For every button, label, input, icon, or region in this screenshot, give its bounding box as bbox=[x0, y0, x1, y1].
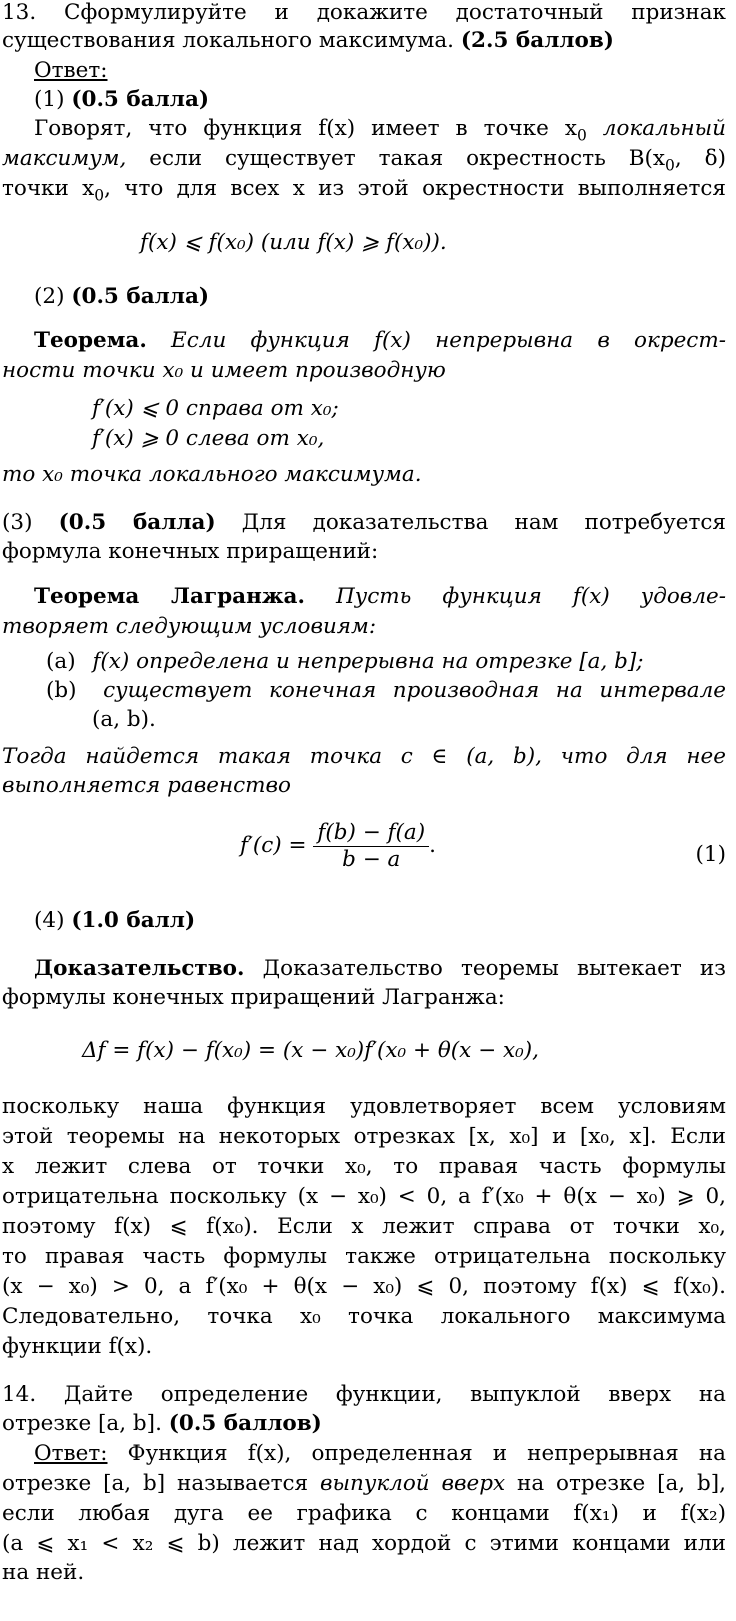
equation-fraction bbox=[313, 822, 429, 870]
q14-answer-text6: на ней. bbox=[2, 1560, 85, 1585]
proof-text: Доказательство теоремы вытекает из bbox=[244, 956, 726, 981]
part3-line1 bbox=[2, 512, 726, 534]
q14-term: выпуклой вверх bbox=[319, 1471, 506, 1496]
q14-answer-line5 bbox=[2, 1562, 726, 1584]
fraction-denominator: b − a bbox=[342, 846, 401, 872]
proof-line2 bbox=[2, 987, 726, 1009]
proof-label: Доказательство. bbox=[34, 956, 245, 981]
theorem-text2: ности точки x₀ и имеет производную bbox=[2, 358, 446, 383]
lagrange-then-line1 bbox=[2, 746, 726, 768]
proof-body-line bbox=[2, 1186, 726, 1208]
definition-text3: , δ) bbox=[674, 146, 726, 171]
proof-body-text: функции f(x). bbox=[2, 1334, 153, 1359]
theorem-condition-left: f′(x) ⩾ 0 слева от x₀, bbox=[92, 426, 325, 451]
q14-answer-line3 bbox=[2, 1503, 726, 1525]
part4-label: (4) bbox=[34, 908, 65, 933]
proof-formula-text: Δf = f(x) − f(x₀) = (x − x₀)f′(x₀ + θ(x − x₀), bbox=[82, 1038, 539, 1063]
q13-answer-label bbox=[34, 60, 726, 82]
lagrange-then-text2: выполняется равенство bbox=[2, 773, 291, 798]
lagrange-line2 bbox=[2, 616, 726, 638]
equation-number-text: (1) bbox=[695, 842, 726, 867]
definition-text: Говорят, что функция f(x) имеет в точке x bbox=[34, 116, 577, 141]
answer-label: Ответ: bbox=[34, 1441, 108, 1466]
lagrange-text: Пусть функция f(x) удовле- bbox=[304, 584, 726, 609]
proof-body-line bbox=[2, 1126, 726, 1148]
theorem-line2 bbox=[2, 360, 726, 382]
answer-label: Ответ: bbox=[34, 58, 108, 83]
proof-body-line bbox=[2, 1156, 726, 1178]
part3-label: (3) bbox=[2, 510, 33, 535]
q13-points: (2.5 баллов) bbox=[460, 28, 614, 53]
q14-answer-text3: на отрезке [a, b], bbox=[505, 1471, 726, 1496]
subscript: 0 bbox=[576, 126, 587, 145]
condition-b-text: существует конечная производная на интервале bbox=[103, 678, 726, 703]
definition-line2 bbox=[2, 148, 726, 174]
proof-body-text: отрицательна поскольку (x − x₀) < 0, а f′(x₀ + θ(x − x₀) ⩾ 0, bbox=[2, 1184, 726, 1209]
definition-text2: если существует такая окрестность B(x bbox=[126, 146, 666, 171]
q14-heading-text: 14. Дайте определение функции, выпуклой вверх на bbox=[2, 1382, 726, 1407]
part1-header bbox=[34, 89, 726, 111]
q14-heading-line1 bbox=[2, 1384, 726, 1406]
definition-line1 bbox=[34, 118, 726, 144]
lagrange-text2: творяет следующим условиям: bbox=[2, 614, 377, 639]
q13-heading-line2 bbox=[2, 30, 726, 52]
lagrange-equation bbox=[240, 822, 726, 870]
theorem-line1 bbox=[34, 330, 726, 352]
definition-formula bbox=[140, 232, 726, 254]
proof-body-text: поскольку наша функция удовлетворяет всем условиям bbox=[2, 1094, 726, 1119]
part3-line2 bbox=[2, 541, 726, 563]
lagrange-then-text: Тогда найдется такая точка c ∈ (a, b), что для нее bbox=[2, 744, 726, 769]
lagrange-line1 bbox=[34, 586, 726, 608]
proof-body-line bbox=[2, 1216, 726, 1238]
q14-answer-text: Функция f(x), определенная и непрерывная на bbox=[107, 1441, 726, 1466]
fraction-numerator: f(b) − f(a) bbox=[313, 822, 429, 847]
q14-answer-line2 bbox=[2, 1473, 726, 1495]
theorem-condition-right: f′(x) ⩽ 0 справа от x₀; bbox=[92, 396, 339, 421]
q14-answer-text2: отрезке [a, b] называется bbox=[2, 1471, 320, 1496]
proof-body-text: (x − x₀) > 0, а f′(x₀ + θ(x − x₀) ⩽ 0, поэтому f(x) ⩽ f(x₀). bbox=[2, 1274, 726, 1299]
condition-a-label: (a) bbox=[46, 649, 76, 674]
proof-body-line bbox=[2, 1276, 726, 1298]
subscript: 0 bbox=[665, 156, 675, 175]
part2-header bbox=[34, 286, 726, 308]
condition-a bbox=[46, 651, 726, 673]
equation-period: . bbox=[429, 833, 436, 858]
proof-text2: формулы конечных приращений Лагранжа: bbox=[2, 985, 505, 1010]
theorem-conclusion-text: то x₀ точка локального максимума. bbox=[2, 462, 422, 487]
condition-a-text: f(x) определена и непрерывна на отрезке [a, b]; bbox=[92, 649, 644, 674]
proof-body-line bbox=[2, 1336, 726, 1358]
part3-text2: формула конечных приращений: bbox=[2, 539, 379, 564]
condition-b-label: (b) bbox=[46, 678, 77, 703]
condition-b bbox=[46, 680, 726, 702]
proof-body-text: x лежит слева от точки x₀, то правая часть формулы bbox=[2, 1154, 726, 1179]
part1-points: (0.5 балла) bbox=[71, 87, 210, 112]
proof-body-text: поэтому f(x) ⩽ f(x₀). Если x лежит справа от точки x₀, bbox=[2, 1214, 726, 1239]
q13-heading-line1 bbox=[2, 2, 726, 24]
lagrange-then-line2 bbox=[2, 775, 726, 797]
condition-b-cont bbox=[92, 709, 726, 731]
proof-body-text: то правая часть формулы также отрицательна поскольку bbox=[2, 1244, 726, 1269]
q14-heading-line2 bbox=[2, 1413, 726, 1435]
proof-body-line bbox=[2, 1096, 726, 1118]
part4-points: (1.0 балл) bbox=[71, 908, 196, 933]
proof-body-line bbox=[2, 1246, 726, 1268]
proof-body-line bbox=[2, 1306, 726, 1328]
proof-body-text: этой теоремы на некоторых отрезках [x, x₀] и [x₀, x]. Если bbox=[2, 1124, 726, 1149]
q14-answer-line1 bbox=[34, 1443, 726, 1465]
part2-points: (0.5 балла) bbox=[71, 284, 210, 309]
theorem-condition1 bbox=[92, 398, 726, 420]
proof-formula bbox=[82, 1040, 726, 1062]
part4-header bbox=[34, 910, 726, 932]
part3-text: Для доказательства нам потребуется bbox=[215, 510, 726, 535]
theorem-text: Если функция f(x) непрерывна в окрест- bbox=[146, 328, 726, 353]
equation-lhs: f′(c) = bbox=[240, 833, 307, 858]
q13-heading-text2: существования локального максимума. bbox=[2, 28, 455, 53]
q14-answer-line4 bbox=[2, 1533, 726, 1555]
theorem-condition2 bbox=[92, 428, 726, 450]
condition-b-text2: (a, b). bbox=[92, 707, 156, 732]
proof-body-text: Следовательно, точка x₀ точка локального максимума bbox=[2, 1304, 726, 1329]
part2-label: (2) bbox=[34, 284, 65, 309]
part1-label: (1) bbox=[34, 87, 65, 112]
equation-number bbox=[696, 844, 726, 866]
proof-line1 bbox=[34, 958, 726, 980]
part3-points: (0.5 балла) bbox=[58, 510, 216, 535]
definition-term2: максимум, bbox=[2, 146, 127, 171]
q14-answer-text4: если любая дуга ее графика с концами f(x₁) и f(x₂) bbox=[2, 1501, 726, 1526]
theorem-label: Теорема. bbox=[34, 328, 147, 353]
q14-answer-text5: (a ⩽ x₁ < x₂ ⩽ b) лежит над хордой с этими концами или bbox=[2, 1531, 726, 1556]
theorem-conclusion bbox=[2, 464, 726, 486]
definition-line3 bbox=[2, 178, 726, 204]
subscript: 0 bbox=[94, 186, 105, 205]
q14-points: (0.5 баллов) bbox=[168, 1411, 322, 1436]
lagrange-label: Теорема Лагранжа. bbox=[34, 584, 305, 609]
definition-term: локальный bbox=[586, 116, 726, 141]
q14-heading-text2: отрезке [a, b]. bbox=[2, 1411, 162, 1436]
q13-heading-text: 13. Сформулируйте и докажите достаточный признак bbox=[2, 0, 726, 25]
definition-text5: , что для всех x из этой окрестности выполняется bbox=[104, 176, 726, 201]
formula-inequality: f(x) ⩽ f(x₀) (или f(x) ⩾ f(x₀)). bbox=[140, 230, 447, 255]
definition-text4: точки x bbox=[2, 176, 95, 201]
